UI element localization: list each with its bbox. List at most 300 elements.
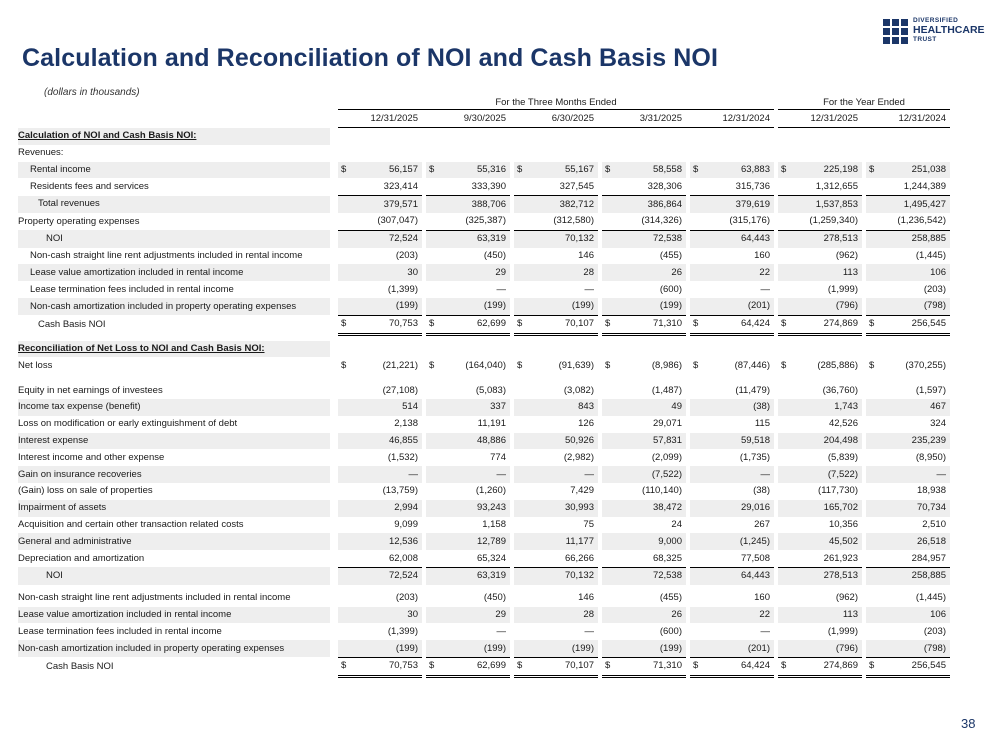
cell-gap — [330, 590, 338, 607]
value-cell: (1,445) — [915, 592, 946, 604]
dollar-sign — [426, 382, 438, 399]
header-gap — [330, 97, 338, 110]
value-cell: (36,760) — [822, 384, 858, 396]
value-cell: 9,000 — [614, 533, 686, 550]
dollar-sign — [778, 550, 790, 567]
cash-basis-noi-row — [18, 315, 950, 334]
dollar-sign — [690, 517, 702, 534]
dollar-sign — [690, 500, 702, 517]
dollar-sign — [602, 196, 614, 213]
value-cell: 514 — [350, 399, 422, 416]
value-cell: 251,038 — [878, 162, 950, 179]
value-cell: 204,498 — [790, 433, 862, 450]
table-row — [18, 483, 950, 500]
value-cell: 71,310 — [614, 657, 686, 676]
dollar-sign — [338, 264, 350, 281]
row-label: Net loss — [18, 359, 53, 371]
dollar-sign: $ — [338, 315, 350, 334]
dollar-sign — [690, 483, 702, 500]
value-cell: 63,319 — [438, 567, 510, 584]
value-cell: 30 — [350, 607, 422, 624]
group-three-months: For the Three Months Ended — [338, 97, 774, 110]
cell-gap — [330, 657, 338, 676]
dollar-sign — [602, 466, 614, 483]
row-label: Non-cash straight line rent adjustments included in rental income — [30, 249, 303, 261]
logo-text-line1: DIVERSIFIED — [913, 17, 959, 24]
dollar-sign — [426, 196, 438, 213]
value-cell: 113 — [790, 607, 862, 624]
dollar-sign: $ — [869, 359, 875, 371]
value-cell: 18,938 — [916, 485, 946, 497]
dollar-sign — [514, 466, 526, 483]
dollar-sign — [866, 640, 878, 657]
dollar-sign — [426, 399, 438, 416]
net-loss-row — [18, 357, 950, 374]
table-row — [18, 517, 950, 534]
value-cell: (455) — [659, 592, 682, 604]
page-number: 38 — [961, 716, 976, 731]
dollar-sign — [866, 230, 878, 247]
dollar-sign — [866, 248, 878, 265]
value-cell: 1,312,655 — [790, 178, 862, 195]
dollar-sign — [514, 567, 526, 584]
dollar-sign — [514, 640, 526, 657]
dollar-sign — [426, 500, 438, 517]
value-cell: 337 — [438, 399, 510, 416]
value-cell: (199) — [614, 298, 686, 315]
value-cell: (1,597) — [915, 384, 946, 396]
dollar-sign — [866, 213, 878, 230]
dollar-sign — [514, 248, 526, 265]
logo-text-line2: HEALTHCARE — [913, 24, 985, 36]
dollar-sign — [426, 517, 438, 534]
value-cell: 12,536 — [350, 533, 422, 550]
value-cell: (1,399) — [387, 625, 418, 637]
cell-gap — [330, 248, 338, 265]
value-cell: 278,513 — [790, 230, 862, 247]
row-label: (Gain) loss on sale of properties — [18, 485, 153, 497]
dollar-sign — [602, 213, 614, 230]
value-cell: (201) — [702, 298, 774, 315]
value-cell: 28 — [526, 264, 598, 281]
value-cell: (203) — [395, 592, 418, 604]
value-cell: 2,994 — [350, 500, 422, 517]
column-group-header-row — [18, 97, 950, 110]
dollar-sign — [514, 196, 526, 213]
value-cell: (21,221) — [382, 359, 418, 371]
value-cell: (199) — [526, 298, 598, 315]
dollar-sign — [690, 382, 702, 399]
section2-title-text: Reconciliation of Net Loss to NOI and Cash Basis NOI: — [18, 342, 265, 354]
value-cell: (796) — [790, 298, 862, 315]
dollar-sign — [690, 533, 702, 550]
dollar-sign — [778, 298, 790, 315]
row-label: General and administrative — [18, 533, 330, 550]
value-cell: 146 — [578, 249, 594, 261]
section2-title-cell — [18, 341, 330, 358]
spacer-row — [18, 374, 950, 382]
value-cell: 28 — [526, 607, 598, 624]
row-label: Interest expense — [18, 433, 330, 450]
value-cell: (315,176) — [702, 213, 774, 230]
value-cell: (199) — [526, 640, 598, 657]
row-label: NOI — [18, 230, 330, 247]
dollar-sign — [426, 483, 438, 500]
dollar-sign — [602, 416, 614, 433]
dollar-sign — [514, 517, 526, 534]
table-row — [18, 550, 950, 567]
dollar-sign — [690, 416, 702, 433]
column-header: 9/30/2025 — [426, 110, 510, 128]
value-cell: — — [438, 466, 510, 483]
row-filler — [330, 145, 950, 162]
dollar-sign — [426, 230, 438, 247]
row-label: Lease value amortization included in rental income — [18, 607, 330, 624]
dollar-sign: $ — [605, 359, 611, 371]
row-label: Non-cash amortization included in property operating expenses — [18, 640, 330, 657]
cell-gap — [330, 567, 338, 584]
cell-gap — [330, 517, 338, 534]
value-cell: 64,424 — [702, 657, 774, 676]
value-cell: (1,399) — [387, 283, 418, 295]
value-cell: 333,390 — [438, 178, 510, 195]
value-cell: 63,319 — [438, 230, 510, 247]
value-cell: 327,545 — [526, 178, 598, 195]
value-cell: 75 — [583, 518, 594, 530]
value-cell: (199) — [438, 298, 510, 315]
value-cell: (1,999) — [827, 283, 858, 295]
section1-title-text: Calculation of NOI and Cash Basis NOI: — [18, 130, 197, 142]
value-cell: (1,445) — [915, 249, 946, 261]
value-cell: 315,736 — [702, 178, 774, 195]
dollar-sign — [778, 230, 790, 247]
table-row — [18, 399, 950, 416]
dollar-sign — [866, 483, 878, 500]
value-cell: 235,239 — [878, 433, 950, 450]
dollar-sign — [690, 213, 702, 230]
row-label: Depreciation and amortization — [18, 552, 145, 564]
value-cell: 22 — [702, 607, 774, 624]
dollar-sign — [514, 399, 526, 416]
row-label: Cash Basis NOI — [38, 318, 106, 330]
dollar-sign — [602, 449, 614, 466]
dollar-sign — [778, 500, 790, 517]
value-cell: 72,524 — [350, 567, 422, 584]
dollar-sign: $ — [690, 162, 702, 179]
table-row — [18, 178, 950, 195]
dollar-sign — [338, 640, 350, 657]
dollar-sign — [514, 449, 526, 466]
table-row — [18, 466, 950, 483]
table-row — [18, 433, 950, 450]
value-cell: 160 — [754, 592, 770, 604]
value-cell: (2,982) — [563, 451, 594, 463]
value-cell: 70,107 — [526, 657, 598, 676]
value-cell: 57,831 — [614, 433, 686, 450]
value-cell: 379,571 — [350, 196, 422, 213]
table-row — [18, 416, 950, 433]
dollar-sign: $ — [602, 657, 614, 676]
dollar-sign — [690, 248, 702, 265]
column-header-row — [18, 110, 950, 128]
table-row — [18, 500, 950, 517]
value-cell: 146 — [578, 592, 594, 604]
dollar-sign — [426, 416, 438, 433]
spacer-cell — [18, 374, 950, 382]
value-cell: 70,107 — [526, 315, 598, 334]
value-cell: (38) — [702, 399, 774, 416]
value-cell: — — [584, 625, 594, 637]
table-row — [18, 281, 950, 298]
dollar-sign — [338, 230, 350, 247]
dollar-sign — [778, 213, 790, 230]
dollar-sign — [690, 550, 702, 567]
cell-gap — [330, 298, 338, 315]
dollar-sign — [514, 416, 526, 433]
dollar-sign — [338, 248, 350, 265]
value-cell: 115 — [754, 418, 770, 430]
dollar-sign — [778, 607, 790, 624]
value-cell: 70,753 — [350, 315, 422, 334]
value-cell: 70,132 — [526, 567, 598, 584]
dollar-sign — [338, 416, 350, 433]
table-row — [18, 382, 950, 399]
value-cell: 106 — [878, 607, 950, 624]
value-cell: (312,580) — [526, 213, 598, 230]
dollar-sign — [426, 533, 438, 550]
table-row — [18, 590, 950, 607]
cell-gap — [330, 550, 338, 567]
column-header: 3/31/2025 — [602, 110, 686, 128]
value-cell: 256,545 — [878, 657, 950, 676]
dollar-sign: $ — [514, 315, 526, 334]
value-cell: (13,759) — [382, 485, 418, 497]
dollar-sign — [338, 607, 350, 624]
dollar-sign: $ — [781, 359, 787, 371]
value-cell: 26 — [614, 264, 686, 281]
value-cell: 126 — [578, 418, 594, 430]
value-cell: 68,325 — [614, 550, 686, 567]
value-cell: 65,324 — [438, 550, 510, 567]
dollar-sign: $ — [693, 359, 699, 371]
dollar-sign — [602, 382, 614, 399]
dollar-sign — [602, 607, 614, 624]
value-cell: 55,316 — [438, 162, 510, 179]
value-cell: 324 — [930, 418, 946, 430]
table-row — [18, 298, 950, 315]
value-cell: (199) — [350, 298, 422, 315]
column-header: 12/31/2025 — [778, 110, 862, 128]
dollar-sign — [338, 196, 350, 213]
value-cell: 258,885 — [878, 230, 950, 247]
dollar-sign: $ — [426, 315, 438, 334]
value-cell: 388,706 — [438, 196, 510, 213]
row-label: Non-cash amortization included in property operating expenses — [18, 298, 330, 315]
section1-title — [18, 128, 950, 145]
dollar-sign — [338, 213, 350, 230]
dollar-sign — [778, 196, 790, 213]
value-cell: — — [526, 466, 598, 483]
value-cell: (203) — [923, 625, 946, 637]
dollar-sign — [514, 230, 526, 247]
row-filler — [330, 341, 950, 358]
value-cell: 1,743 — [790, 399, 862, 416]
row-label: Cash Basis NOI — [46, 660, 114, 672]
value-cell: (455) — [659, 249, 682, 261]
value-cell: 1,495,427 — [878, 196, 950, 213]
dollar-sign — [866, 178, 878, 195]
dollar-sign — [426, 607, 438, 624]
dollar-sign: $ — [778, 162, 790, 179]
table-row — [18, 264, 950, 281]
dollar-sign — [778, 466, 790, 483]
value-cell: (2,099) — [651, 451, 682, 463]
dollar-sign: $ — [866, 315, 878, 334]
value-cell: 63,883 — [702, 162, 774, 179]
dollar-sign: $ — [426, 657, 438, 676]
dollar-sign: $ — [602, 315, 614, 334]
dollar-sign — [514, 264, 526, 281]
value-cell: (796) — [790, 640, 862, 657]
value-cell: 774 — [490, 451, 506, 463]
value-cell: 7,429 — [570, 485, 594, 497]
value-cell: (1,532) — [387, 451, 418, 463]
dollar-sign — [338, 550, 350, 567]
cell-gap — [330, 315, 338, 334]
dollar-sign — [338, 533, 350, 550]
value-cell: 71,310 — [614, 315, 686, 334]
dollar-sign — [866, 607, 878, 624]
dollar-sign — [338, 449, 350, 466]
column-header: 12/31/2024 — [866, 110, 950, 128]
value-cell: (5,839) — [827, 451, 858, 463]
value-cell: (370,255) — [905, 359, 946, 371]
value-cell: (1,259,340) — [790, 213, 862, 230]
row-label: Lease termination fees included in rental income — [18, 625, 222, 637]
table-row — [18, 640, 950, 657]
value-cell: 70,753 — [350, 657, 422, 676]
dollar-sign — [514, 623, 526, 640]
dollar-sign — [690, 196, 702, 213]
value-cell: (8,950) — [915, 451, 946, 463]
row-label: Total revenues — [18, 196, 330, 213]
dollar-sign — [866, 399, 878, 416]
row-label: Income tax expense (benefit) — [18, 399, 330, 416]
dollar-sign: $ — [778, 657, 790, 676]
dollar-sign — [690, 264, 702, 281]
dollar-sign — [426, 466, 438, 483]
dollar-sign — [866, 449, 878, 466]
dollar-sign — [338, 382, 350, 399]
dollar-sign: $ — [429, 359, 435, 371]
value-cell: 29 — [438, 607, 510, 624]
dollar-sign — [690, 567, 702, 584]
dollar-sign — [514, 607, 526, 624]
dollar-sign — [778, 178, 790, 195]
value-cell: 29,016 — [702, 500, 774, 517]
dollar-sign — [514, 213, 526, 230]
dollar-sign — [778, 623, 790, 640]
cell-gap — [330, 500, 338, 517]
dollar-sign — [602, 433, 614, 450]
dollar-sign — [866, 466, 878, 483]
dollar-sign — [602, 550, 614, 567]
value-cell: 46,855 — [350, 433, 422, 450]
table-row — [18, 623, 950, 640]
value-cell: (1,735) — [739, 451, 770, 463]
row-label: Residents fees and services — [30, 181, 149, 193]
value-cell: (600) — [659, 283, 682, 295]
value-cell: 274,869 — [790, 657, 862, 676]
value-cell: — — [496, 283, 506, 295]
dollar-sign — [338, 433, 350, 450]
cell-gap — [330, 416, 338, 433]
value-cell: 45,502 — [790, 533, 862, 550]
value-cell: (450) — [483, 592, 506, 604]
cell-gap — [330, 640, 338, 657]
value-cell: — — [760, 625, 770, 637]
dollar-sign — [778, 281, 790, 298]
cell-gap — [330, 533, 338, 550]
dollar-sign — [338, 590, 350, 607]
dollar-sign: $ — [517, 359, 523, 371]
value-cell: 56,157 — [350, 162, 422, 179]
value-cell: 11,191 — [477, 418, 506, 430]
value-cell: 59,518 — [702, 433, 774, 450]
column-header: 12/31/2024 — [690, 110, 774, 128]
table-row — [18, 607, 950, 624]
dollar-sign — [338, 500, 350, 517]
value-cell: (27,108) — [382, 384, 418, 396]
dollar-sign — [866, 416, 878, 433]
row-label: NOI — [18, 567, 330, 584]
dollar-sign — [426, 298, 438, 315]
dollar-sign — [338, 483, 350, 500]
value-cell: (164,040) — [465, 359, 506, 371]
dollar-sign — [778, 382, 790, 399]
cell-gap — [330, 449, 338, 466]
dollar-sign — [866, 590, 878, 607]
value-cell: (8,986) — [651, 359, 682, 371]
value-cell: 62,008 — [350, 550, 422, 567]
dollar-sign: $ — [514, 657, 526, 676]
cash-basis-noi-row — [18, 657, 950, 676]
dollar-sign — [514, 533, 526, 550]
row-label: Lease termination fees included in rental income — [30, 283, 234, 295]
header-blank — [18, 97, 330, 110]
dollar-sign — [866, 533, 878, 550]
revenues-label-text: Revenues: — [18, 147, 64, 159]
row-label: Gain on insurance recoveries — [18, 466, 330, 483]
value-cell: (314,326) — [614, 213, 686, 230]
noi-reconciliation-table — [18, 97, 950, 678]
value-cell: 64,443 — [702, 567, 774, 584]
value-cell: 70,132 — [526, 230, 598, 247]
cell-gap — [330, 483, 338, 500]
dollar-sign — [602, 517, 614, 534]
dollar-sign — [866, 517, 878, 534]
dollar-sign — [690, 178, 702, 195]
dollar-sign — [778, 416, 790, 433]
dollar-sign: $ — [866, 657, 878, 676]
value-cell: 106 — [878, 264, 950, 281]
dollar-sign — [778, 248, 790, 265]
dollar-sign: $ — [338, 657, 350, 676]
column-header: 6/30/2025 — [514, 110, 598, 128]
row-label: Non-cash straight line rent adjustments included in rental income — [18, 592, 291, 604]
section1-title-cell — [18, 128, 330, 145]
dollar-sign — [866, 433, 878, 450]
